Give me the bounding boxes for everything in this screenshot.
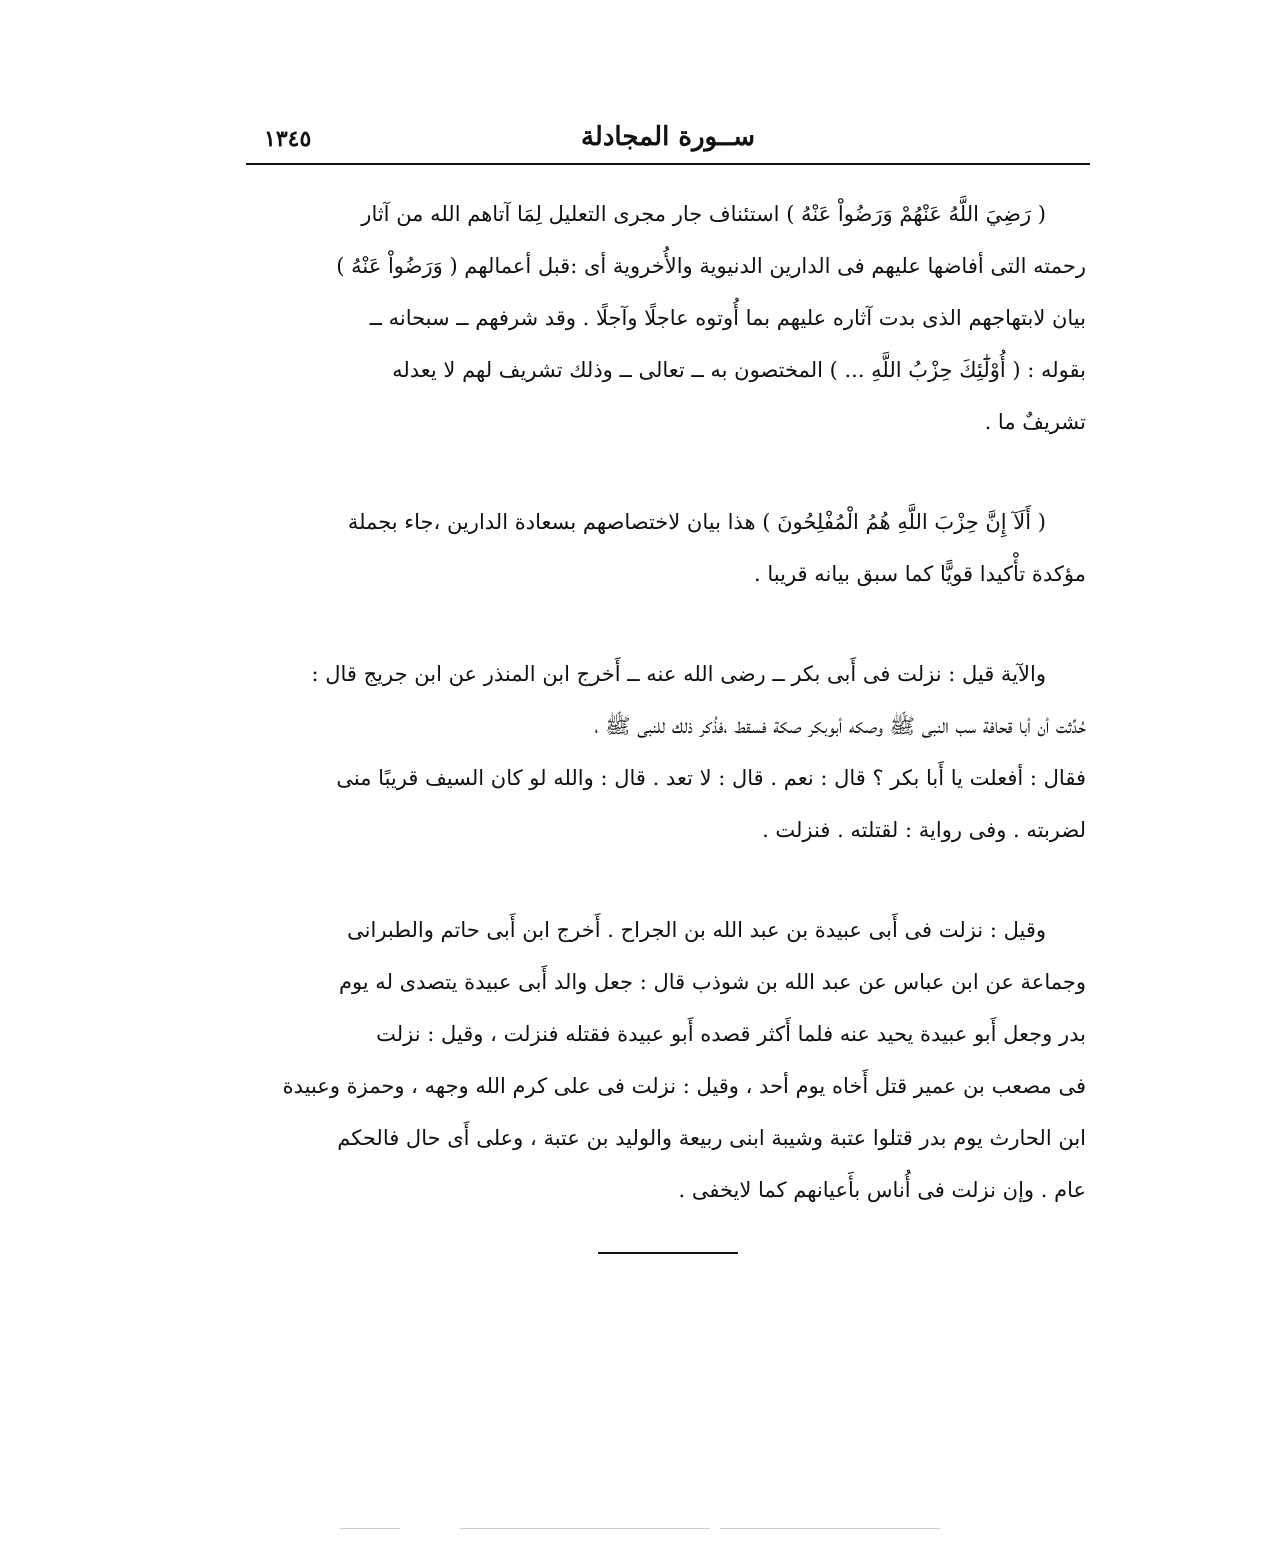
text-line: فقال : أفعلت يا أَبا بكر ؟ قال : نعم . قال : لا تعد . قال : والله لو كان السيف قريبًا منى xyxy=(336,766,1086,790)
scan-artifact xyxy=(720,1528,940,1529)
text-line: عام . وإن نزلت فى أُناس بأَعيانهم كما لايخفى . xyxy=(678,1178,1086,1202)
header-divider xyxy=(246,163,1090,165)
paragraph-3 xyxy=(246,648,1086,856)
text-line: تشريفٌ ما . xyxy=(984,410,1086,434)
body-text xyxy=(246,188,1086,1264)
text-line: ابن الحارث يوم بدر قتلوا عتبة وشيبة ابنى ربيعة والوليد بن عتبة ، وعلى أَى حال فالحكم xyxy=(337,1126,1086,1150)
text-line: فى مصعب بن عمير قتل أَخاه يوم أحد ، وقيل : نزلت فى على كرم الله وجهه ، وحمزة وعبيدة xyxy=(282,1074,1086,1098)
text-line: مؤكدة تأْكيدا قويًّا كما سبق بيانه قريبا . xyxy=(754,562,1086,586)
paragraph-1 xyxy=(246,188,1086,448)
scan-artifact xyxy=(340,1528,400,1529)
text-line: لضربته . وفى رواية : لقتلته . فنزلت . xyxy=(762,818,1086,842)
paragraph-4 xyxy=(246,904,1086,1216)
page-header xyxy=(246,118,1090,162)
text-line: بقوله : ( أُوْلَٰٓئِكَ حِزْبُ اللَّهِ ... ) المختصون به ــ تعالى ــ وذلك تشريف لهم لا يعدله xyxy=(392,358,1086,382)
text-line: وجماعة عن ابن عباس عن عبد الله بن شوذب قال : جعل والد أَبى عبيدة يتصدى له يوم xyxy=(338,970,1086,994)
text-line: بدر وجعل أَبو عبيدة يحيد عنه فلما أَكثر قصده أَبو عبيدة فقتله فنزلت ، وقيل : نزلت xyxy=(376,1022,1086,1046)
text-line: وقيل : نزلت فى أَبى عبيدة بن عبد الله بن الجراح . أَخرج ابن أَبى حاتم والطبرانى xyxy=(347,918,1046,942)
text-line: والآية قيل : نزلت فى أَبى بكر ــ رضى الله عنه ــ أَخرج ابن المنذر عن ابن جريج قال : xyxy=(311,662,1046,686)
text-line: حُدِّثت أن أبا قحافة سب النبى ﷺ وصكه أبوبكر صكة فسقط ،فذُكر ذلك للنبى ﷺ ، xyxy=(594,714,1086,738)
text-line: رحمته التى أفاضها عليهم فى الدارين الدنيوية والأُخروية أى :قبل أعمالهم ( وَرَضُواْ عَنْهُ ) xyxy=(336,254,1086,278)
text-line: ( رَضِيَ اللَّهُ عَنْهُمْ وَرَضُواْ عَنْهُ ) استئناف جار مجرى التعليل لِمَا آتاهم الله من آثار xyxy=(361,202,1046,226)
paragraph-2 xyxy=(246,496,1086,600)
surah-title: ســورة المجادلة xyxy=(580,122,755,152)
section-end-divider xyxy=(598,1252,738,1254)
scan-artifact xyxy=(460,1528,710,1529)
page-number: ١٣٤٥ xyxy=(264,126,312,152)
text-line: بيان لابتهاجهم الذى بدت آثاره عليهم بما أُوتوه عاجلًا وآجلًا . وقد شرفهم ــ سبحانه ــ xyxy=(369,306,1086,330)
text-line: ( أَلَآ إِنَّ حِزْبَ اللَّهِ هُمُ الْمُفْلِحُونَ ) هذا بيان لاختصاصهم بسعادة الدارين ،جاء بجملة xyxy=(347,510,1046,534)
